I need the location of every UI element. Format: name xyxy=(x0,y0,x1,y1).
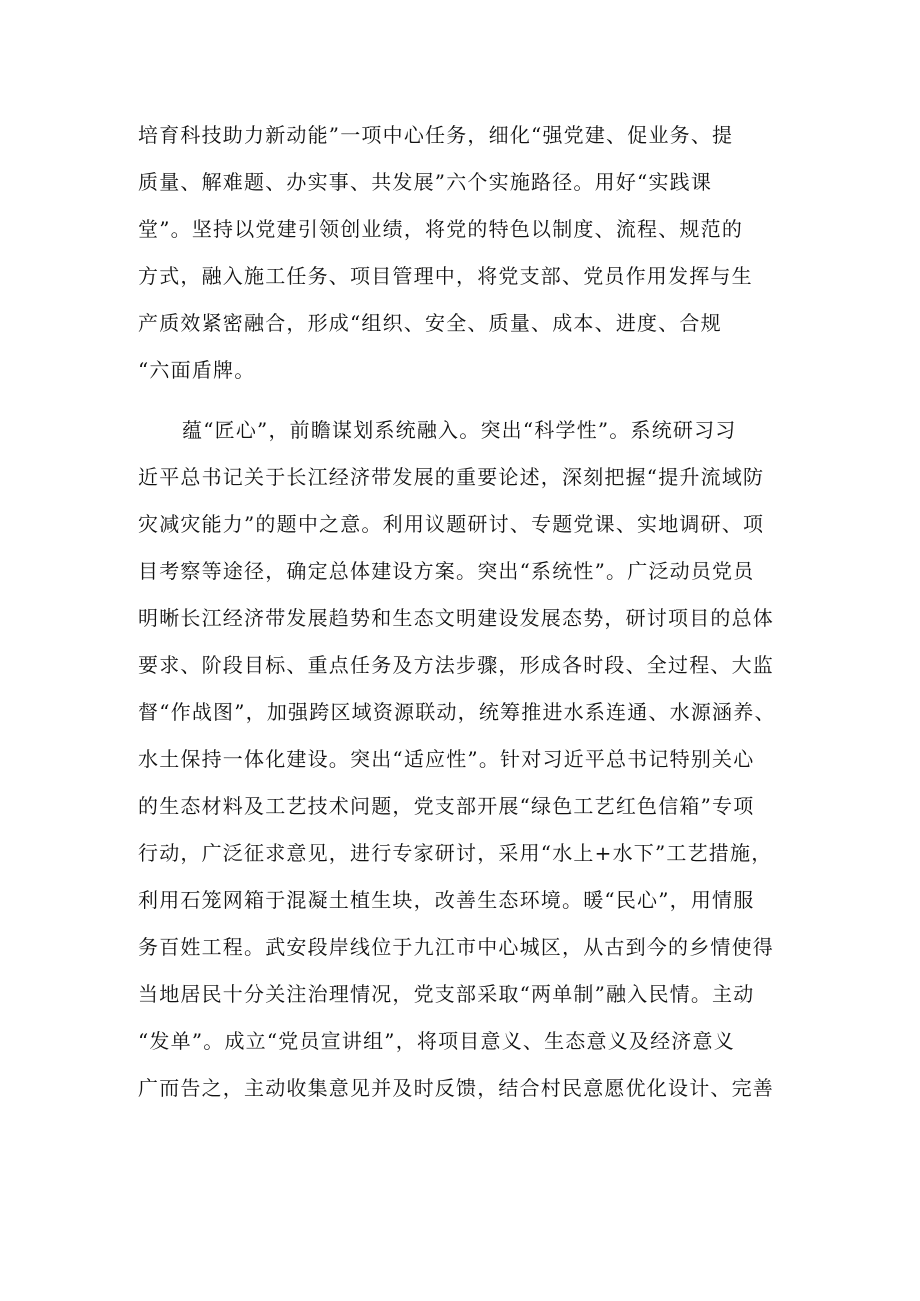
paragraph-line: “发单”。成立“党员宣讲组”，将项目意义、生态意义及经济意义 xyxy=(138,1029,735,1053)
paragraph-line: 利用石笼网箱于混凝土植生块，改善生态环境。暖“民心”，用情服 xyxy=(138,888,755,912)
paragraph-line: 灾减灾能力”的题中之意。利用议题研讨、专题党课、实地调研、项 xyxy=(138,512,765,536)
paragraph-line: 务百姓工程。武安段岸线位于九江市中心城区，从古到今的乡情使得 xyxy=(138,935,774,959)
paragraph-line: 督“作战图”，加强跨区域资源联动，统筹推进水系连通、水源涵养、 xyxy=(138,700,776,724)
paragraph-line: 广而告之，主动收集意见并及时反馈，结合村民意愿优化设计、完善 xyxy=(138,1076,774,1100)
paragraph-line: 的生态材料及工艺技术问题，党支部开展“绿色工艺红色信箱”专项 xyxy=(138,794,755,818)
paragraph-line: 质量、解难题、办实事、共发展”六个实施路径。用好“实践课 xyxy=(138,170,713,194)
paragraph-line: 培育科技助力新动能”一项中心任务，细化“强党建、促业务、提 xyxy=(138,123,734,147)
paragraph-line: 产质效紧密融合，形成“组织、安全、质量、成本、进度、合规 xyxy=(138,311,722,335)
paragraph-line: 行动，广泛征求意见，进行专家研讨，采用“水上+水下”工艺措施， xyxy=(138,841,773,865)
paragraph-first-line: 蕴“匠心”，前瞻谋划系统融入。突出“科学性”。系统研习习 xyxy=(182,418,737,442)
paragraph-line: 要求、阶段目标、重点任务及方法步骤，形成各时段、全过程、大监 xyxy=(138,653,774,677)
paragraph-line: 当地居民十分关注治理情况，党支部采取“两单制”融入民情。主动 xyxy=(138,982,755,1006)
paragraph-2 xyxy=(138,407,798,1112)
paragraph-line: 目考察等途径，确定总体建设方案。突出“系统性”。广泛动员党员 xyxy=(138,559,755,583)
paragraph-line: “六面盾牌。 xyxy=(138,358,256,382)
paragraph-line: 水土保持一体化建设。突出“适应性”。针对习近平总书记特别关心 xyxy=(138,747,755,771)
paragraph-line: 方式，融入施工任务、项目管理中，将党支部、党员作用发挥与生 xyxy=(138,264,753,288)
paragraph-line: 近平总书记关于长江经济带发展的重要论述，深刻把握“提升流域防 xyxy=(138,465,765,489)
paragraph-1 xyxy=(138,112,798,394)
paragraph-line: 堂”。坚持以党建引领创业绩，将党的特色以制度、流程、规范的 xyxy=(138,217,744,241)
paragraph-line: 明晰长江经济带发展趋势和生态文明建设发展态势，研讨项目的总体 xyxy=(138,606,774,630)
